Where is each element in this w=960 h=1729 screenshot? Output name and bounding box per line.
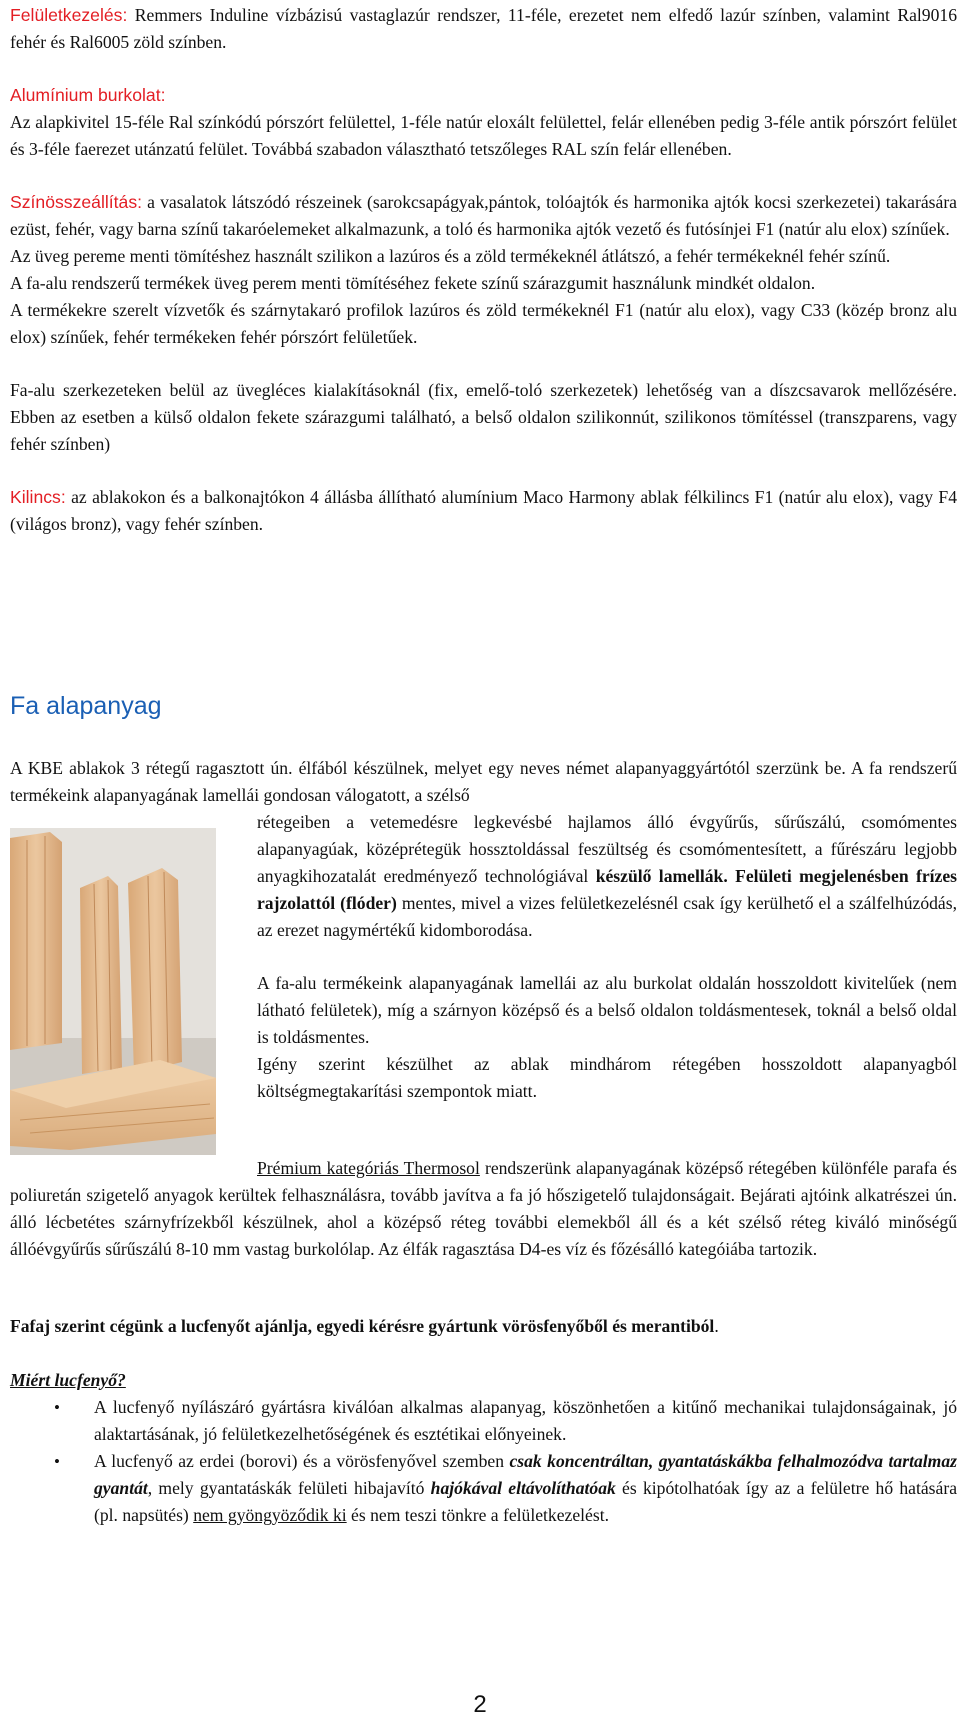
label-feluletkezeles: Felületkezelés: <box>10 5 128 25</box>
bullet-text-2c: , mely gyantatáskák felületi hibajavító <box>147 1478 431 1498</box>
text-aluminium: Az alapkivitel 15-féle Ral színkódú pórszórt felülettel, 1-féle natúr eloxált felülettel, felár ellenében pedig 3-féle antik pórszórt felület és 3-féle faerezet utánzatú felület. Továbbá szabadon választható tetszőleges RAL szín felár ellenében. <box>10 112 957 159</box>
paragraph-szinosszeallitas <box>10 189 957 243</box>
text-thermosol-body: rendszerünk alapanyagának középső rétegében különféle parafa és poliuretán szigetelő anyagok kerültek felhasználásra, tovább javítva a fa jó hőszigetelő tulajdonságait. Bejárati ajtóink alkatrészei ún. álló lécbetétes szárnyfrízekből készülnek, ahol a középső réteg további elemekből áll és a két szélső réteg kiváló minőségű állóévgyűrűs sűrűszálú 8-10 mm vastag burkolólap. Az élfák ragasztása D4-es víz és főzésálló kategóiába tartozik. <box>10 1158 957 1259</box>
text-lamellak-bold: készülő lamellák. Felületi megjelenésben frízes rajzolattól (flóder) <box>257 866 958 913</box>
bullet-text-2d: hajókával eltávolíthatóak <box>430 1478 616 1498</box>
bullet-text-1: A lucfenyő nyílászáró gyártásra kiválóan alkalmas alapanyag, köszönhetően a kitűnő mechanikai tulajdonságainak, jó alaktartásának, jó felületkezelhetőségének és esztétikai előnyeinek. <box>94 1397 957 1444</box>
paragraph-fa-alu-lamellak: A fa-alu termékeink alapanyagának lamellái az alu burkolat oldalán hosszoldott kivitelűek (nem látható felületek), míg a szárnyon középső és a belső oldalon toldásmentesek, toknál a belső oldal is toldásmentes. <box>257 973 957 1047</box>
paragraph-intro <box>10 755 957 809</box>
list-item <box>10 1448 957 1529</box>
text-fafaj-end: . <box>714 1316 719 1336</box>
wood-description-column <box>257 809 957 1105</box>
paragraph-lamellak <box>257 809 957 944</box>
bullet-text-2g: és nem teszi tönkre a felületkezelést. <box>346 1505 609 1525</box>
paragraph-igeny: Igény szerint készülhet az ablak mindhárom rétegében hosszoldott alapanyagból költségmegtakarítási szempontok miatt. <box>257 1054 957 1101</box>
bullet-text-2f: nem gyöngyöződik ki <box>193 1505 347 1525</box>
label-kilincs: Kilincs: <box>10 487 66 507</box>
page-number: 2 <box>473 1691 487 1718</box>
paragraph-szilikon: Az üveg pereme menti tömítéshez használt szilikon a lazúros és a zöld termékeknél átlátszó, a fehér termékeknél fehér színű. <box>10 246 891 266</box>
text-kilincs: az ablakokon és a balkonajtókon 4 állásba állítható alumínium Maco Harmony ablak félkilincs F1 (natúr alu elox), vagy F4 (világos bronz), vagy fehér színben. <box>10 487 957 534</box>
bullet-text-2e: és kipótolhatóak így az a felületre hő hatására (pl. napsütés) <box>94 1478 957 1525</box>
paragraph-aluminium <box>10 82 957 163</box>
paragraph-szarazgumi: A fa-alu rendszerű termékek üveg perem menti tömítéséhez fekete színű szárazgumit használunk mindkét oldalon. <box>10 273 816 293</box>
section-heading-fa-alapanyag: Fa alapanyag <box>10 692 162 720</box>
paragraph-fa-alu: Fa-alu szerkezeteken belül az üvegléces kialakításoknál (fix, emelő-toló szerkezetek) lehetőség van a díszcsavarok mellőzésére. Ebben az esetben a külső oldalon fekete szárazgumi található, a belső oldalon szilikonnút, szilikonos tömítéssel (transzparens, vagy fehér színben) <box>10 380 957 454</box>
bullet-text-2b: csak koncentráltan, gyantatáskákba felhalmozódva tartalmaz gyantát <box>94 1451 957 1498</box>
text-lamellak-end: mentes, mivel a vizes felületkezelésnél csak így kerülhető el a szálfelhúzódás, az erezet nagymértékű kidomborodása. <box>257 893 957 940</box>
text-thermosol <box>10 1155 957 1263</box>
wood-blocks-illustration <box>10 828 216 1155</box>
text-fafaj-bold: Fafaj szerint cégünk a lucfenyőt ajánlja, egyedi kérésre gyártunk vörösfenyőből és merantiból <box>10 1316 715 1336</box>
text-szinosszeallitas: a vasalatok látszódó részeinek (sarokcsapágyak,pántok, tolóajtók és harmonika ajtók kocsi szerkezetei) takarására ezüst, fehér, vagy barna színű takaróelemeket alkalmazunk, a toló és harmonika ajtók vezető és futósínjei F1 (natúr alu elox) színűek. <box>10 192 957 239</box>
list-item <box>10 1394 957 1448</box>
paragraph-thermosol <box>10 1155 957 1263</box>
link-premium-thermosol[interactable]: Prémium kategóriás Thermosol <box>257 1158 480 1178</box>
section-finishing <box>10 2 957 538</box>
text-intro: A KBE ablakok 3 rétegű ragasztott ún. élfából készülnek, melyet egy neves német alapanyaggyártótól szerzünk be. A fa rendszerű termékeink alapanyagának lamellái gondosan válogatott, a szélső <box>10 758 957 805</box>
text-lamellak: rétegeiben a vetemedésre legkevésbé hajlamos álló évgyűrűs, sűrűszálú, csomómentes alapanyagúak, középrétegük hossztoldással feszültség és csomómentesített, a fűrészáru legjobb anyagkihozatalát eredményező technológiával <box>257 812 957 886</box>
bullet-text-2a: A lucfenyő az erdei (borovi) és a vörösfenyővel szemben <box>94 1451 510 1471</box>
label-szinosszeallitas: Színösszeállítás: <box>10 192 143 212</box>
paragraph-fafaj <box>10 1313 957 1340</box>
text-feluletkezeles: Remmers Induline vízbázisú vastaglazúr rendszer, 11-féle, erezetet nem elfedő lazúr színben, valamint Ral9016 fehér és Ral6005 zöld színben. <box>10 5 957 52</box>
label-aluminium: Alumínium burkolat: <box>10 85 166 105</box>
section-miert-lucfenyo <box>10 1367 957 1529</box>
paragraph-kilincs <box>10 484 957 538</box>
text-fafaj <box>10 1313 957 1340</box>
paragraph-vizvetok: A termékekre szerelt vízvetők és szárnytakaró profilok lazúros és zöld termékeknél F1 (natúr alu elox), vagy C33 (közép bronz alu elox) színűek, fehér termékeken fehér pórszórt felületűek. <box>10 300 957 347</box>
subheading-miert-lucfenyo: Miért lucfenyő? <box>10 1370 126 1390</box>
bullet-list <box>10 1394 957 1529</box>
wood-lamella-photo <box>10 828 216 1155</box>
paragraph-feluletkezeles <box>10 2 957 56</box>
